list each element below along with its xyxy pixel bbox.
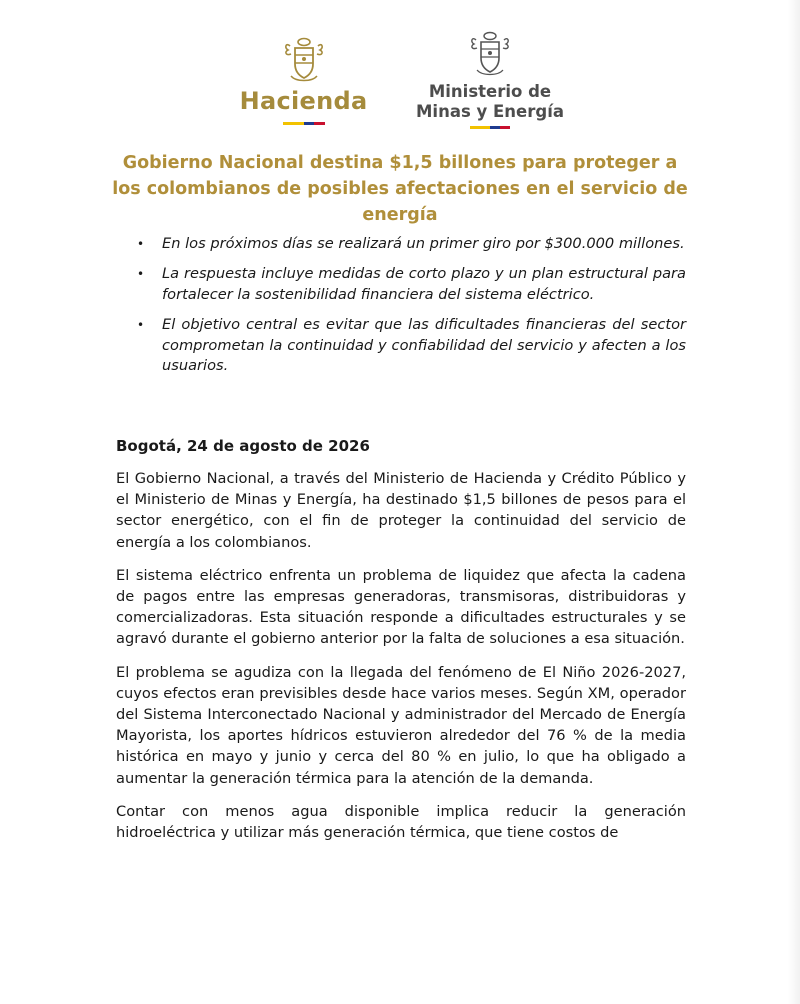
- list-item: [128, 315, 686, 376]
- page-edge-shadow: [788, 0, 800, 1004]
- hacienda-logo-text: Hacienda: [239, 87, 368, 115]
- bullet-icon: •: [137, 237, 145, 251]
- list-item: [128, 264, 686, 305]
- minas-logo-text: [412, 82, 568, 122]
- minas-logo-line2: Minas y Energía: [416, 102, 564, 121]
- flag-stripe: [283, 122, 325, 125]
- bullet-text: En los próximos días se realizará un primer giro por $300.000 millones.: [162, 235, 685, 252]
- article-body: [116, 468, 686, 843]
- hacienda-logo: [236, 36, 371, 125]
- list-item: [128, 234, 686, 254]
- bullet-icon: •: [137, 318, 145, 333]
- minas-energia-logo: [412, 30, 568, 129]
- minas-logo-line1: Ministerio de: [428, 82, 552, 101]
- paragraph: El problema se agudiza con la llegada del fenómeno de El Niño 2026-2027, cuyos efectos eran previsibles desde hace varios meses. Según XM, operador del Sistema Interconectado Nacional y administrador del Mercado de Energía Mayorista, los aportes hídricos estuvieron alrededor del 76 % de la media histórica en mayo y junio y cerca del 80 % en julio, lo que ha obligado a aumentar la generación térmica para la atención de la demanda.: [116, 663, 686, 787]
- colombia-coat-of-arms-icon: [468, 30, 512, 78]
- paragraph: Contar con menos agua disponible implica reducir la generación hidroeléctrica y utilizar más generación térmica, que tiene costos de: [116, 802, 686, 842]
- paragraph: El Gobierno Nacional, a través del Ministerio de Hacienda y Crédito Público y el Ministerio de Minas y Energía, ha destinado $1,5 billones de pesos para el sector energético, con el fin de proteger la continuidad del servicio de energía a los colombianos.: [116, 470, 686, 551]
- highlights-list: [128, 234, 686, 386]
- page-title: Gobierno Nacional destina $1,5 billones para proteger a los colombianos de posibles afectaciones en el servicio de energía: [112, 153, 688, 225]
- bullet-text: El objetivo central es evitar que las dificultades financieras del sector comprometan la continuidad y confiabilidad del servicio y afecten a los usuarios.: [162, 316, 686, 375]
- bullet-text: La respuesta incluye medidas de corto plazo y un plan estructural para fortalecer la sostenibilidad financiera del sistema eléctrico.: [162, 265, 686, 303]
- paragraph: El sistema eléctrico enfrenta un problema de liquidez que afecta la cadena de pagos entre las empresas generadoras, transmisoras, distribuidoras y comercializadoras. Esta situación responde a dificultades estructurales y se agravó durante el gobierno anterior por la falta de soluciones a esa situación.: [116, 566, 686, 648]
- colombia-coat-of-arms-icon: [282, 36, 326, 84]
- dateline: Bogotá, 24 de agosto de 2026: [116, 437, 370, 455]
- bullet-icon: •: [137, 267, 145, 282]
- flag-stripe: [470, 126, 510, 129]
